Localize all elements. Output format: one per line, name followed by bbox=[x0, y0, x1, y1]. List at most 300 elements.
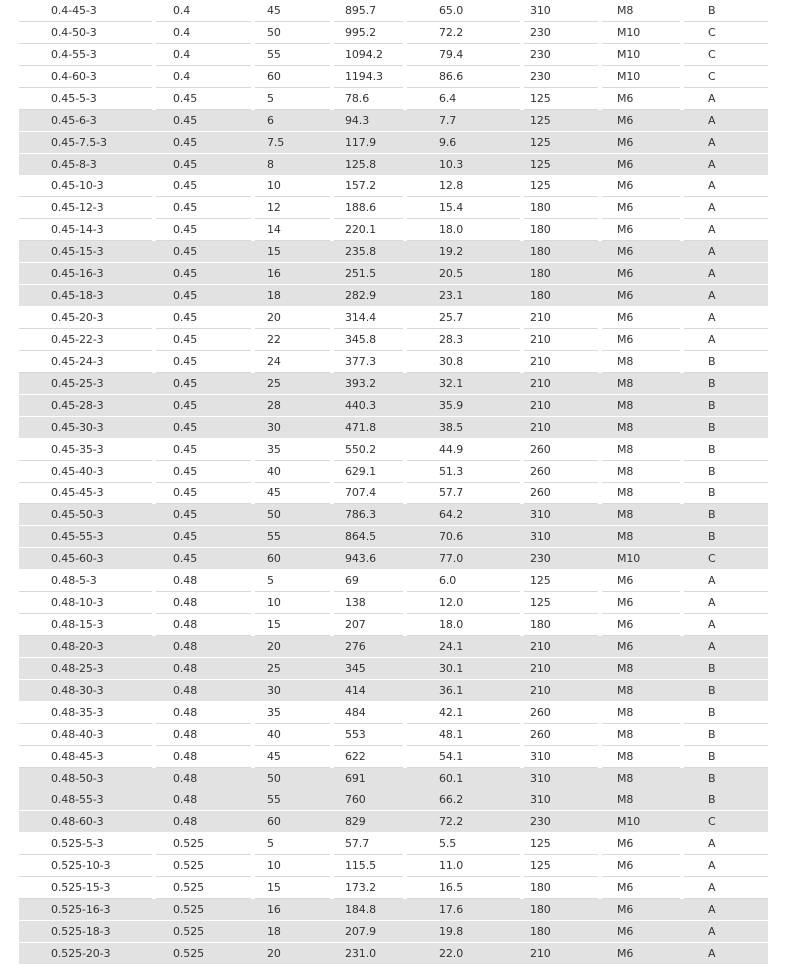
table-row bbox=[0, 789, 790, 810]
size-cell: 22 bbox=[267, 332, 281, 346]
size-cell: 45 bbox=[267, 486, 281, 500]
bolt-cell: M10 bbox=[617, 25, 641, 39]
type-cell: B bbox=[708, 398, 716, 412]
model-cell: 0.45-60-3 bbox=[51, 552, 104, 566]
bolt-cell: M6 bbox=[617, 223, 634, 237]
thickness-cell: 0.48 bbox=[173, 727, 198, 741]
table-row bbox=[0, 702, 790, 723]
value-d-cell: 35.9 bbox=[439, 398, 464, 412]
type-cell: B bbox=[708, 464, 716, 478]
value-d-cell: 38.5 bbox=[439, 420, 464, 434]
type-cell: B bbox=[708, 749, 716, 763]
value-c-cell: 895.7 bbox=[345, 4, 376, 17]
value-d-cell: 54.1 bbox=[439, 749, 464, 763]
bolt-cell: M6 bbox=[617, 925, 634, 939]
row-shading bbox=[19, 921, 768, 942]
type-cell: A bbox=[708, 201, 716, 215]
value-d-cell: 60.1 bbox=[439, 771, 464, 785]
length-cell: 180 bbox=[530, 267, 551, 281]
value-d-cell: 18.0 bbox=[439, 223, 464, 237]
bolt-cell: M8 bbox=[617, 398, 634, 412]
size-cell: 35 bbox=[267, 442, 281, 456]
model-cell: 0.48-25-3 bbox=[51, 661, 104, 675]
thickness-cell: 0.4 bbox=[173, 69, 191, 83]
table-row bbox=[0, 439, 790, 460]
type-cell: A bbox=[708, 859, 716, 873]
type-cell: B bbox=[708, 705, 716, 719]
table-row bbox=[0, 0, 790, 21]
table-row bbox=[0, 285, 790, 306]
type-cell: A bbox=[708, 903, 716, 917]
model-cell: 0.48-55-3 bbox=[51, 793, 104, 807]
thickness-cell: 0.525 bbox=[173, 925, 204, 939]
thickness-cell: 0.45 bbox=[173, 376, 198, 390]
model-cell: 0.48-35-3 bbox=[51, 705, 104, 719]
thickness-cell: 0.45 bbox=[173, 157, 198, 171]
row-shading bbox=[19, 526, 768, 547]
model-cell: 0.45-8-3 bbox=[51, 157, 97, 171]
length-cell: 230 bbox=[530, 815, 551, 829]
value-c-cell: 207 bbox=[345, 618, 366, 632]
value-c-cell: 707.4 bbox=[345, 486, 376, 500]
model-cell: 0.4-60-3 bbox=[51, 69, 97, 83]
type-cell: B bbox=[708, 420, 716, 434]
type-cell: A bbox=[708, 618, 716, 632]
table-row bbox=[0, 636, 790, 657]
table-row bbox=[0, 373, 790, 394]
value-d-cell: 66.2 bbox=[439, 793, 464, 807]
bolt-cell: M6 bbox=[617, 157, 634, 171]
thickness-cell: 0.45 bbox=[173, 442, 198, 456]
length-cell: 210 bbox=[530, 420, 551, 434]
value-c-cell: 760 bbox=[345, 793, 366, 807]
table-row bbox=[0, 22, 790, 43]
value-c-cell: 440.3 bbox=[345, 398, 376, 412]
size-cell: 15 bbox=[267, 618, 281, 632]
length-cell: 125 bbox=[530, 179, 551, 193]
value-d-cell: 48.1 bbox=[439, 727, 464, 741]
model-cell: 0.45-30-3 bbox=[51, 420, 104, 434]
row-shading bbox=[19, 768, 768, 789]
thickness-cell: 0.45 bbox=[173, 267, 198, 281]
type-cell: A bbox=[708, 925, 716, 939]
value-d-cell: 64.2 bbox=[439, 508, 464, 522]
model-cell: 0.45-22-3 bbox=[51, 332, 104, 346]
type-cell: B bbox=[708, 530, 716, 544]
table-row bbox=[0, 680, 790, 701]
value-d-cell: 24.1 bbox=[439, 639, 464, 653]
model-cell: 0.525-16-3 bbox=[51, 903, 111, 917]
table-row bbox=[0, 614, 790, 635]
type-cell: A bbox=[708, 311, 716, 325]
type-cell: C bbox=[708, 552, 716, 566]
value-d-cell: 12.0 bbox=[439, 596, 464, 610]
value-d-cell: 9.6 bbox=[439, 135, 457, 149]
model-cell: 0.525-15-3 bbox=[51, 881, 111, 895]
bolt-cell: M8 bbox=[617, 464, 634, 478]
bolt-cell: M8 bbox=[617, 705, 634, 719]
size-cell: 25 bbox=[267, 661, 281, 675]
value-c-cell: 276 bbox=[345, 639, 366, 653]
thickness-cell: 0.45 bbox=[173, 289, 198, 303]
value-d-cell: 10.3 bbox=[439, 157, 464, 171]
type-cell: A bbox=[708, 639, 716, 653]
thickness-cell: 0.525 bbox=[173, 837, 204, 851]
value-c-cell: 115.5 bbox=[345, 859, 376, 873]
table-row bbox=[0, 548, 790, 569]
size-cell: 10 bbox=[267, 596, 281, 610]
bolt-cell: M8 bbox=[617, 793, 634, 807]
length-cell: 210 bbox=[530, 398, 551, 412]
bolt-cell: M6 bbox=[617, 859, 634, 873]
thickness-cell: 0.45 bbox=[173, 113, 198, 127]
table-row bbox=[0, 855, 790, 876]
model-cell: 0.45-10-3 bbox=[51, 179, 104, 193]
bolt-cell: M8 bbox=[617, 354, 634, 368]
length-cell: 310 bbox=[530, 793, 551, 807]
bolt-cell: M8 bbox=[617, 661, 634, 675]
bolt-cell: M6 bbox=[617, 201, 634, 215]
model-cell: 0.48-60-3 bbox=[51, 815, 104, 829]
value-d-cell: 72.2 bbox=[439, 25, 464, 39]
thickness-cell: 0.45 bbox=[173, 398, 198, 412]
value-d-cell: 17.6 bbox=[439, 903, 464, 917]
table-row bbox=[0, 592, 790, 613]
size-cell: 12 bbox=[267, 201, 281, 215]
value-c-cell: 629.1 bbox=[345, 464, 376, 478]
thickness-cell: 0.45 bbox=[173, 135, 198, 149]
bolt-cell: M6 bbox=[617, 946, 634, 960]
table-row bbox=[0, 110, 790, 131]
length-cell: 180 bbox=[530, 201, 551, 215]
length-cell: 210 bbox=[530, 332, 551, 346]
size-cell: 18 bbox=[267, 289, 281, 303]
bolt-cell: M6 bbox=[617, 574, 634, 588]
value-c-cell: 184.8 bbox=[345, 903, 376, 917]
size-cell: 16 bbox=[267, 267, 281, 281]
length-cell: 180 bbox=[530, 245, 551, 259]
value-d-cell: 15.4 bbox=[439, 201, 464, 215]
thickness-cell: 0.45 bbox=[173, 354, 198, 368]
thickness-cell: 0.4 bbox=[173, 25, 191, 39]
size-cell: 15 bbox=[267, 881, 281, 895]
row-shading bbox=[19, 154, 768, 175]
value-c-cell: 69 bbox=[345, 574, 359, 588]
type-cell: A bbox=[708, 881, 716, 895]
bolt-cell: M8 bbox=[617, 376, 634, 390]
type-cell: B bbox=[708, 683, 716, 697]
size-cell: 5 bbox=[267, 837, 274, 851]
thickness-cell: 0.525 bbox=[173, 881, 204, 895]
size-cell: 40 bbox=[267, 727, 281, 741]
thickness-cell: 0.4 bbox=[173, 4, 191, 17]
length-cell: 180 bbox=[530, 925, 551, 939]
value-c-cell: 207.9 bbox=[345, 925, 376, 939]
type-cell: A bbox=[708, 91, 716, 105]
table-row bbox=[0, 154, 790, 175]
table-row bbox=[0, 132, 790, 153]
bolt-cell: M6 bbox=[617, 245, 634, 259]
value-d-cell: 30.1 bbox=[439, 661, 464, 675]
thickness-cell: 0.45 bbox=[173, 420, 198, 434]
value-c-cell: 622 bbox=[345, 749, 366, 763]
size-cell: 16 bbox=[267, 903, 281, 917]
size-cell: 45 bbox=[267, 749, 281, 763]
type-cell: A bbox=[708, 332, 716, 346]
bolt-cell: M6 bbox=[617, 332, 634, 346]
model-cell: 0.525-18-3 bbox=[51, 925, 111, 939]
type-cell: B bbox=[708, 4, 716, 17]
value-c-cell: 414 bbox=[345, 683, 366, 697]
model-cell: 0.45-6-3 bbox=[51, 113, 97, 127]
thickness-cell: 0.48 bbox=[173, 596, 198, 610]
size-cell: 14 bbox=[267, 223, 281, 237]
row-shading bbox=[19, 241, 768, 262]
value-d-cell: 12.8 bbox=[439, 179, 464, 193]
row-shading bbox=[19, 658, 768, 679]
value-d-cell: 23.1 bbox=[439, 289, 464, 303]
value-c-cell: 231.0 bbox=[345, 946, 376, 960]
thickness-cell: 0.525 bbox=[173, 903, 204, 917]
model-cell: 0.45-18-3 bbox=[51, 289, 104, 303]
row-shading bbox=[19, 811, 768, 832]
model-cell: 0.48-10-3 bbox=[51, 596, 104, 610]
value-d-cell: 57.7 bbox=[439, 486, 464, 500]
thickness-cell: 0.45 bbox=[173, 91, 198, 105]
bolt-cell: M10 bbox=[617, 47, 641, 61]
value-d-cell: 30.8 bbox=[439, 354, 464, 368]
model-cell: 0.48-5-3 bbox=[51, 574, 97, 588]
value-c-cell: 691 bbox=[345, 771, 366, 785]
value-d-cell: 72.2 bbox=[439, 815, 464, 829]
size-cell: 24 bbox=[267, 354, 281, 368]
length-cell: 260 bbox=[530, 442, 551, 456]
value-d-cell: 65.0 bbox=[439, 4, 464, 17]
bolt-cell: M6 bbox=[617, 837, 634, 851]
type-cell: C bbox=[708, 25, 716, 39]
size-cell: 5 bbox=[267, 91, 274, 105]
model-cell: 0.45-5-3 bbox=[51, 91, 97, 105]
table-row bbox=[0, 504, 790, 525]
table-row bbox=[0, 570, 790, 591]
value-c-cell: 393.2 bbox=[345, 376, 376, 390]
type-cell: B bbox=[708, 508, 716, 522]
size-cell: 60 bbox=[267, 552, 281, 566]
type-cell: A bbox=[708, 245, 716, 259]
table-row bbox=[0, 461, 790, 482]
bolt-cell: M6 bbox=[617, 289, 634, 303]
thickness-cell: 0.525 bbox=[173, 946, 204, 960]
table-row bbox=[0, 658, 790, 679]
value-c-cell: 345.8 bbox=[345, 332, 376, 346]
size-cell: 20 bbox=[267, 946, 281, 960]
bolt-cell: M6 bbox=[617, 311, 634, 325]
length-cell: 125 bbox=[530, 596, 551, 610]
length-cell: 210 bbox=[530, 311, 551, 325]
value-d-cell: 7.7 bbox=[439, 113, 457, 127]
type-cell: B bbox=[708, 793, 716, 807]
bolt-cell: M6 bbox=[617, 618, 634, 632]
row-shading bbox=[19, 943, 768, 964]
size-cell: 45 bbox=[267, 4, 281, 17]
model-cell: 0.525-10-3 bbox=[51, 859, 111, 873]
length-cell: 260 bbox=[530, 486, 551, 500]
value-d-cell: 32.1 bbox=[439, 376, 464, 390]
thickness-cell: 0.45 bbox=[173, 508, 198, 522]
bolt-cell: M8 bbox=[617, 508, 634, 522]
type-cell: B bbox=[708, 486, 716, 500]
type-cell: A bbox=[708, 135, 716, 149]
table-row bbox=[0, 44, 790, 65]
size-cell: 30 bbox=[267, 683, 281, 697]
type-cell: C bbox=[708, 69, 716, 83]
row-shading bbox=[19, 110, 768, 131]
size-cell: 10 bbox=[267, 179, 281, 193]
value-c-cell: 995.2 bbox=[345, 25, 376, 39]
thickness-cell: 0.48 bbox=[173, 705, 198, 719]
row-shading bbox=[19, 899, 768, 920]
bolt-cell: M8 bbox=[617, 727, 634, 741]
value-c-cell: 78.6 bbox=[345, 91, 370, 105]
table-row bbox=[0, 417, 790, 438]
bolt-cell: M8 bbox=[617, 771, 634, 785]
model-cell: 0.45-28-3 bbox=[51, 398, 104, 412]
table-row bbox=[0, 768, 790, 789]
thickness-cell: 0.45 bbox=[173, 332, 198, 346]
table-row bbox=[0, 746, 790, 767]
type-cell: A bbox=[708, 157, 716, 171]
model-cell: 0.45-40-3 bbox=[51, 464, 104, 478]
type-cell: A bbox=[708, 267, 716, 281]
length-cell: 180 bbox=[530, 903, 551, 917]
table-row bbox=[0, 724, 790, 745]
value-d-cell: 16.5 bbox=[439, 881, 464, 895]
size-cell: 50 bbox=[267, 771, 281, 785]
value-d-cell: 11.0 bbox=[439, 859, 464, 873]
thickness-cell: 0.45 bbox=[173, 245, 198, 259]
model-cell: 0.45-20-3 bbox=[51, 311, 104, 325]
type-cell: A bbox=[708, 289, 716, 303]
row-shading bbox=[19, 504, 768, 525]
model-cell: 0.48-40-3 bbox=[51, 727, 104, 741]
table-row bbox=[0, 482, 790, 503]
bolt-cell: M8 bbox=[617, 530, 634, 544]
bolt-cell: M10 bbox=[617, 815, 641, 829]
value-c-cell: 1194.3 bbox=[345, 69, 383, 83]
thickness-cell: 0.45 bbox=[173, 486, 198, 500]
type-cell: B bbox=[708, 771, 716, 785]
length-cell: 210 bbox=[530, 946, 551, 960]
size-cell: 15 bbox=[267, 245, 281, 259]
value-c-cell: 138 bbox=[345, 596, 366, 610]
row-shading bbox=[19, 680, 768, 701]
value-d-cell: 5.5 bbox=[439, 837, 457, 851]
value-c-cell: 471.8 bbox=[345, 420, 376, 434]
type-cell: C bbox=[708, 47, 716, 61]
length-cell: 210 bbox=[530, 661, 551, 675]
type-cell: A bbox=[708, 223, 716, 237]
length-cell: 260 bbox=[530, 464, 551, 478]
model-cell: 0.45-16-3 bbox=[51, 267, 104, 281]
row-shading bbox=[19, 285, 768, 306]
table-row bbox=[0, 241, 790, 262]
length-cell: 210 bbox=[530, 639, 551, 653]
value-d-cell: 77.0 bbox=[439, 552, 464, 566]
length-cell: 180 bbox=[530, 618, 551, 632]
row-shading bbox=[19, 548, 768, 569]
thickness-cell: 0.45 bbox=[173, 223, 198, 237]
type-cell: A bbox=[708, 113, 716, 127]
value-d-cell: 19.2 bbox=[439, 245, 464, 259]
value-c-cell: 377.3 bbox=[345, 354, 376, 368]
thickness-cell: 0.45 bbox=[173, 464, 198, 478]
model-cell: 0.4-45-3 bbox=[51, 4, 97, 17]
thickness-cell: 0.45 bbox=[173, 179, 198, 193]
size-cell: 28 bbox=[267, 398, 281, 412]
bolt-cell: M8 bbox=[617, 749, 634, 763]
size-cell: 20 bbox=[267, 639, 281, 653]
thickness-cell: 0.4 bbox=[173, 47, 191, 61]
length-cell: 230 bbox=[530, 69, 551, 83]
size-cell: 60 bbox=[267, 69, 281, 83]
size-cell: 7.5 bbox=[267, 135, 285, 149]
type-cell: A bbox=[708, 946, 716, 960]
value-c-cell: 94.3 bbox=[345, 113, 370, 127]
value-c-cell: 550.2 bbox=[345, 442, 376, 456]
model-cell: 0.45-24-3 bbox=[51, 354, 104, 368]
thickness-cell: 0.45 bbox=[173, 201, 198, 215]
value-d-cell: 44.9 bbox=[439, 442, 464, 456]
table-row bbox=[0, 877, 790, 898]
value-c-cell: 864.5 bbox=[345, 530, 376, 544]
length-cell: 310 bbox=[530, 530, 551, 544]
thickness-cell: 0.48 bbox=[173, 661, 198, 675]
size-cell: 55 bbox=[267, 793, 281, 807]
length-cell: 260 bbox=[530, 705, 551, 719]
length-cell: 260 bbox=[530, 727, 551, 741]
type-cell: B bbox=[708, 354, 716, 368]
length-cell: 125 bbox=[530, 837, 551, 851]
size-cell: 55 bbox=[267, 530, 281, 544]
model-cell: 0.48-30-3 bbox=[51, 683, 104, 697]
thickness-cell: 0.48 bbox=[173, 793, 198, 807]
length-cell: 125 bbox=[530, 157, 551, 171]
thickness-cell: 0.525 bbox=[173, 859, 204, 873]
length-cell: 180 bbox=[530, 223, 551, 237]
value-d-cell: 6.0 bbox=[439, 574, 457, 588]
model-cell: 0.45-55-3 bbox=[51, 530, 104, 544]
bolt-cell: M6 bbox=[617, 881, 634, 895]
value-d-cell: 18.0 bbox=[439, 618, 464, 632]
value-d-cell: 42.1 bbox=[439, 705, 464, 719]
thickness-cell: 0.48 bbox=[173, 639, 198, 653]
model-cell: 0.48-45-3 bbox=[51, 749, 104, 763]
type-cell: B bbox=[708, 727, 716, 741]
bolt-cell: M8 bbox=[617, 420, 634, 434]
table-row bbox=[0, 66, 790, 87]
row-shading bbox=[19, 373, 768, 394]
length-cell: 210 bbox=[530, 683, 551, 697]
type-cell: B bbox=[708, 442, 716, 456]
value-c-cell: 220.1 bbox=[345, 223, 376, 237]
length-cell: 125 bbox=[530, 859, 551, 873]
value-c-cell: 282.9 bbox=[345, 289, 376, 303]
table-row bbox=[0, 899, 790, 920]
value-c-cell: 553 bbox=[345, 727, 366, 741]
thickness-cell: 0.48 bbox=[173, 683, 198, 697]
value-d-cell: 6.4 bbox=[439, 91, 457, 105]
bolt-cell: M6 bbox=[617, 135, 634, 149]
